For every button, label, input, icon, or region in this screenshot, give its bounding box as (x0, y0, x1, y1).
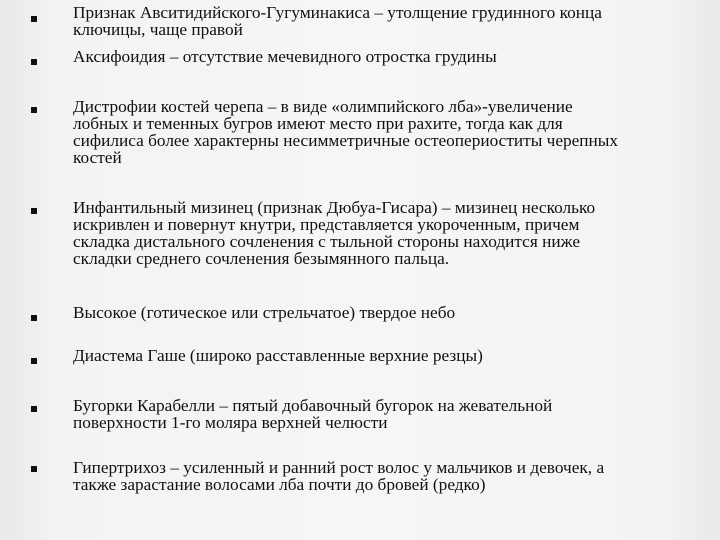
bullet-icon (31, 59, 37, 65)
list-item-text: Инфантильный мизинец (признак Дюбуа-Гисара) – мизинец несколько искривлен и повернут кнутри, представляется укороченным, причем складка дистального сочленения с тыльной стороны находится ниже складки среднего сочленения безымянного пальца. (73, 198, 596, 268)
list-item-text: Бугорки Карабелли – пятый добавочный бугорок на жевательной поверхности 1-го моляра верхней челюсти (73, 396, 553, 432)
list-item-text: Аксифоидия – отсутствие мечевидного отростка грудины (73, 47, 497, 66)
list-item-text: Гипертрихоз – усиленный и ранний рост волос у мальчиков и девочек, а также зарастание волосами лба почти до бровей (редко) (73, 458, 605, 494)
list-item-text: Высокое (готическое или стрельчатое) твердое небо (73, 303, 456, 322)
bullet-icon (31, 208, 37, 214)
bullet-icon (31, 406, 37, 412)
list-item-text: Признак Авситидийского-Гугуминакиса – утолщение грудинного конца ключицы, чаще правой (73, 3, 602, 39)
bullet-icon (31, 315, 37, 321)
list-item-text: Дистрофии костей черепа – в виде «олимпийского лба»-увеличение лобных и теменных бугров имеют место при рахите, тогда как для сифилиса более характерны несимметричные остеопериоститы черепных костей (73, 97, 619, 167)
bullet-icon (31, 107, 37, 113)
list-item-text: Диастема Гаше (широко расставленные верхние резцы) (73, 346, 483, 365)
bullet-icon (31, 466, 37, 472)
bullet-icon (31, 358, 37, 364)
bullet-icon (31, 16, 37, 22)
